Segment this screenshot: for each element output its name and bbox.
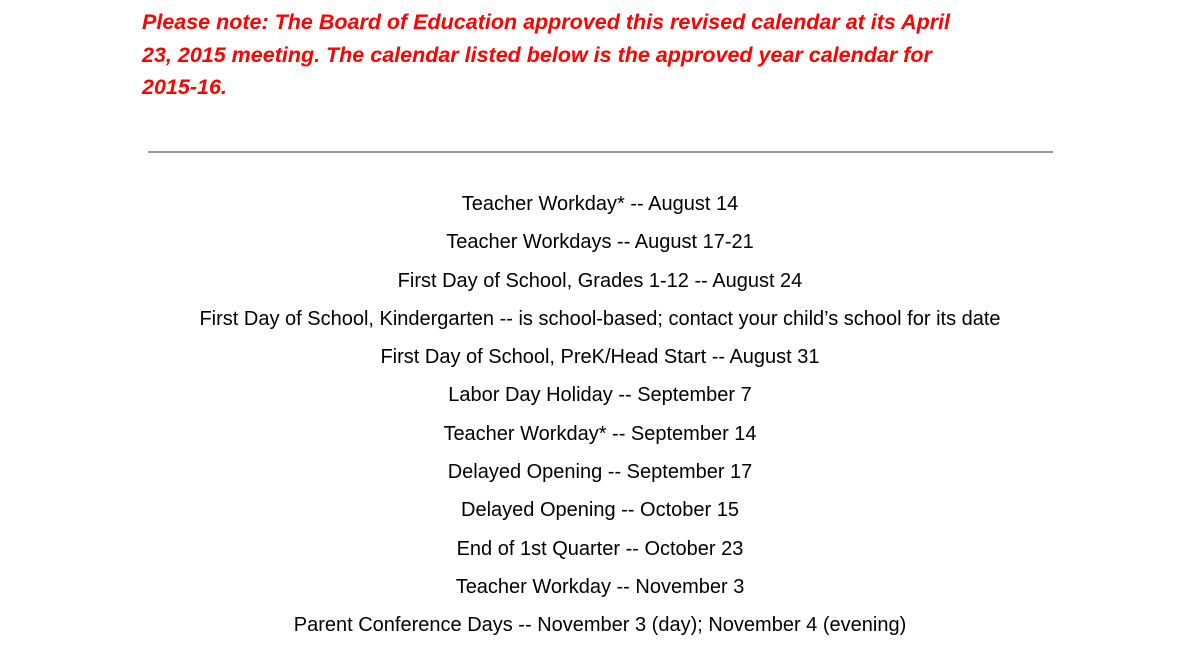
calendar-event: Delayed Opening -- October 15 [461, 499, 739, 522]
calendar-event: First Day of School, Kindergarten -- is school-based; contact your child’s school for its date [199, 307, 1001, 330]
calendar-event: Teacher Workdays -- August 17-21 [446, 231, 754, 254]
calendar-event: Parent Conference Days -- November 3 (day); November 4 (evening) [293, 614, 907, 637]
section-divider [148, 151, 1053, 153]
calendar-event: First Day of School, PreK/Head Start -- August 31 [380, 346, 820, 369]
calendar-event: Teacher Workday* -- August 14 [461, 193, 739, 215]
calendar-event-list [0, 185, 1200, 645]
calendar-event: Teacher Workday -- November 3 [455, 575, 745, 598]
board-approval-notice: Please note: The Board of Education approved this revised calendar at its April 23, 2015 meeting. The calendar listed below is the approved year calendar for 2015-16. [142, 10, 951, 99]
calendar-event: Labor Day Holiday -- September 7 [448, 384, 752, 407]
calendar-event: Delayed Opening -- September 17 [447, 461, 753, 484]
calendar-event: Teacher Workday* -- September 14 [443, 422, 757, 445]
calendar-event: First Day of School, Grades 1-12 -- August 24 [397, 269, 803, 292]
calendar-event: End of 1st Quarter -- October 23 [456, 537, 744, 560]
